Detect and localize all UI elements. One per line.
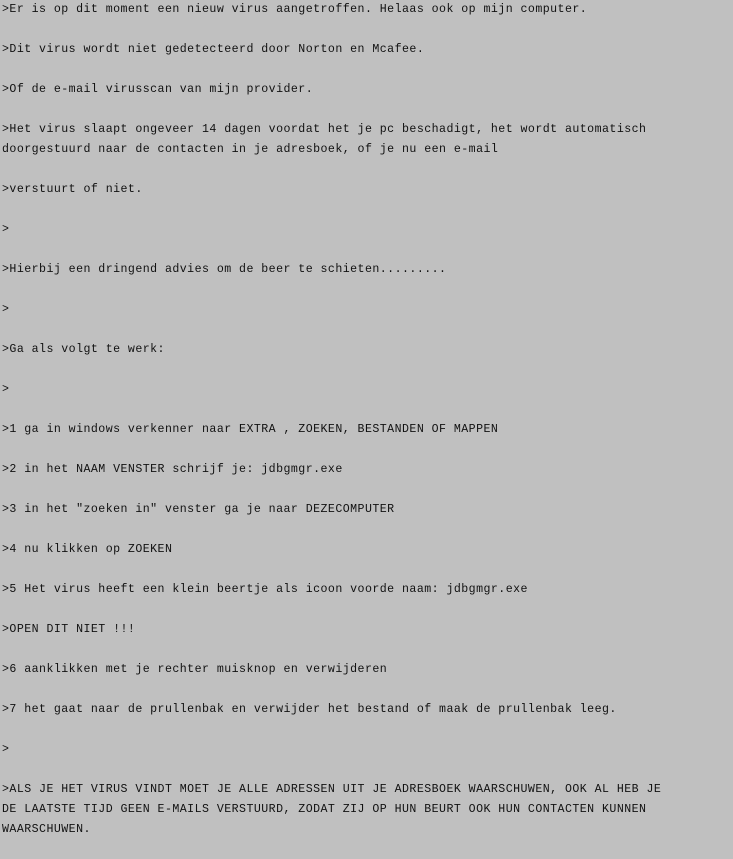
text-line: >Het virus slaapt ongeveer 14 dagen voordat het je pc beschadigt, het wordt automatisch [2, 123, 647, 136]
text-line: >4 nu klikken op ZOEKEN [2, 543, 173, 556]
text-line: > [2, 743, 10, 756]
text-line: > [2, 383, 10, 396]
text-line: >7 het gaat naar de prullenbak en verwijder het bestand of maak de prullenbak leeg. [2, 703, 617, 716]
text-line: >Hierbij een dringend advies om de beer te schieten......... [2, 263, 447, 276]
text-line: >ALS JE HET VIRUS VINDT MOET JE ALLE ADRESSEN UIT JE ADRESBOEK WAARSCHUWEN, OOK AL HEB JE [2, 783, 662, 796]
text-line: > [2, 303, 10, 316]
text-line: >Dit virus wordt niet gedetecteerd door Norton en Mcafee. [2, 43, 425, 56]
text-line: >Er is op dit moment een nieuw virus aangetroffen. Helaas ook op mijn computer. [2, 3, 588, 16]
text-line: > [2, 223, 10, 236]
text-line: >1 ga in windows verkenner naar EXTRA , ZOEKEN, BESTANDEN OF MAPPEN [2, 423, 499, 436]
text-line: >6 aanklikken met je rechter muisknop en verwijderen [2, 663, 388, 676]
text-line: >5 Het virus heeft een klein beertje als icoon voorde naam: jdbgmgr.exe [2, 583, 528, 596]
text-line: WAARSCHUWEN. [2, 823, 91, 836]
text-line: >Ga als volgt te werk: [2, 343, 165, 356]
text-line: doorgestuurd naar de contacten in je adresboek, of je nu een e-mail [2, 143, 499, 156]
text-line: >OPEN DIT NIET !!! [2, 623, 136, 636]
text-line: DE LAATSTE TIJD GEEN E-MAILS VERSTUURD, ZODAT ZIJ OP HUN BEURT OOK HUN CONTACTEN KUNNEN [2, 803, 647, 816]
text-line: >Of de e-mail virusscan van mijn provider. [2, 83, 314, 96]
text-line: >verstuurt of niet. [2, 183, 143, 196]
text-line: >2 in het NAAM VENSTER schrijf je: jdbgmgr.exe [2, 463, 343, 476]
text-line: >3 in het "zoeken in" venster ga je naar DEZECOMPUTER [2, 503, 395, 516]
